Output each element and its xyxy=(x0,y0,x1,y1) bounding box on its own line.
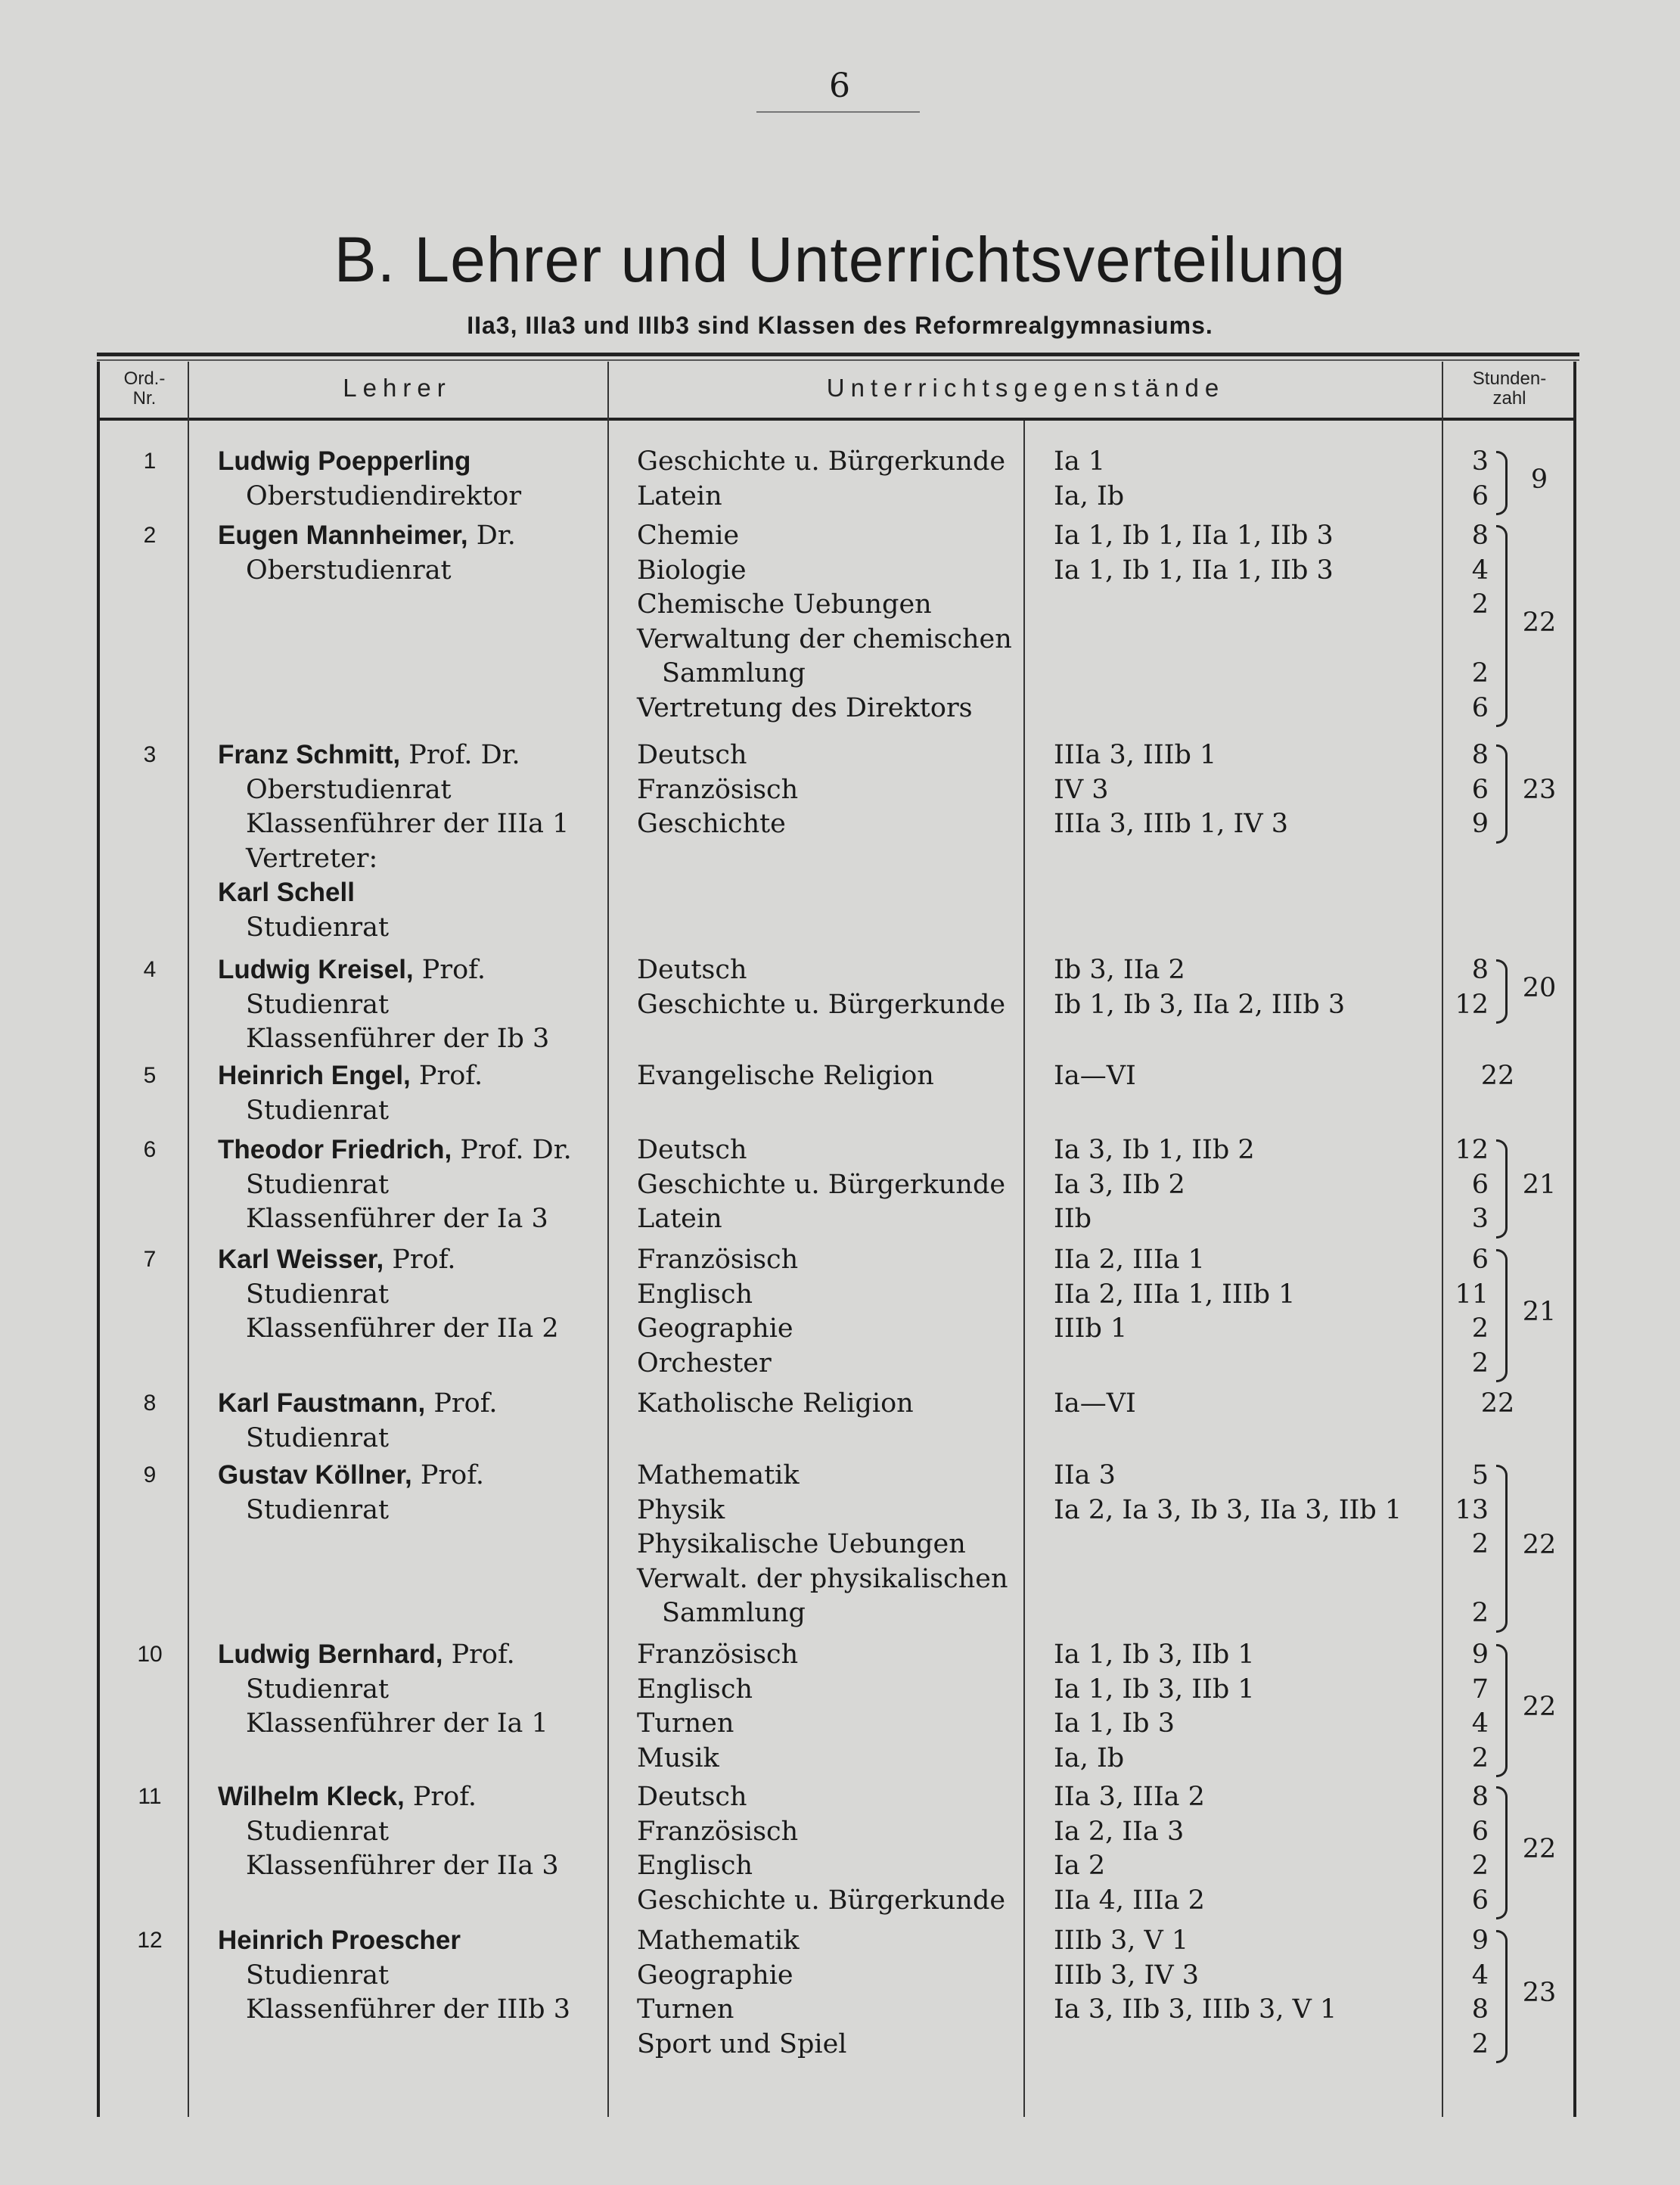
subject: Chemie xyxy=(637,521,740,551)
classes: Ia, Ib xyxy=(1054,1742,1125,1773)
teacher-role: Klassenführer der IIIb 3 xyxy=(246,1994,570,2025)
teacher-name-text: Ludwig Bernhard, xyxy=(218,1640,443,1669)
column-divider xyxy=(1023,421,1025,2117)
teacher-name xyxy=(218,1061,483,1091)
hours-brace xyxy=(1496,1139,1508,1239)
hours: 6 xyxy=(1471,692,1489,723)
subject: Geschichte xyxy=(637,809,786,839)
subject: Englisch xyxy=(637,1851,753,1881)
teacher-role: Studienrat xyxy=(246,1494,390,1525)
subject: Französisch xyxy=(637,1816,799,1847)
classes: Ia 1, Ib 1, IIa 1, IIb 3 xyxy=(1054,555,1334,586)
teacher-role: Studienrat xyxy=(246,1816,390,1847)
total-hours: 22 xyxy=(1522,1834,1557,1864)
hours: 6 xyxy=(1471,1169,1489,1200)
ord-nr: 12 xyxy=(137,1928,163,1953)
total-hours: 21 xyxy=(1522,1297,1557,1327)
subject: Geschichte u. Bürgerkunde xyxy=(637,446,1006,477)
table-top-rule-thin xyxy=(97,359,1579,361)
teacher-title: Prof. xyxy=(410,1061,483,1091)
hours: 2 xyxy=(1471,1742,1489,1773)
subject: Turnen xyxy=(637,1708,734,1739)
subject: Mathematik xyxy=(637,1460,800,1490)
subject: Geographie xyxy=(637,1313,793,1344)
classes: IIIb 1 xyxy=(1054,1313,1128,1344)
total-hours: 20 xyxy=(1522,972,1557,1003)
hours: 5 xyxy=(1471,1460,1489,1490)
total-hours: 22 xyxy=(1522,607,1557,638)
hours-brace xyxy=(1496,1786,1508,1919)
hours: 6 xyxy=(1471,1885,1489,1916)
ord-nr: 3 xyxy=(143,742,157,767)
teacher-name xyxy=(218,1245,456,1275)
teacher-role: Oberstudiendirektor xyxy=(246,480,522,511)
hours: 11 xyxy=(1455,1279,1489,1310)
teacher-title: Prof. xyxy=(404,1782,477,1812)
hours: 7 xyxy=(1471,1674,1489,1705)
classes: Ia 1, Ib 3 xyxy=(1054,1708,1175,1739)
teacher-title: Prof. xyxy=(411,1460,485,1490)
teacher-role: Oberstudienrat xyxy=(246,774,452,805)
teacher-title: Prof. xyxy=(384,1245,456,1275)
subject: Turnen xyxy=(637,1994,734,2025)
page-subtitle: IIa3, IIIa3 und IIIb3 sind Klassen des Reformrealgymnasiums. xyxy=(467,312,1213,339)
teacher-role: Klassenführer der Ia 1 xyxy=(246,1708,548,1739)
hours: 8 xyxy=(1471,521,1489,551)
subject: Chemische Uebungen xyxy=(637,589,932,620)
subject: Verwaltung der chemischen xyxy=(637,623,1012,654)
hours: 8 xyxy=(1471,740,1489,770)
hours: 2 xyxy=(1471,1529,1489,1559)
hours-brace xyxy=(1496,1465,1508,1633)
hours: 3 xyxy=(1471,446,1489,477)
teacher-name xyxy=(218,1388,498,1419)
subject: Katholische Religion xyxy=(637,1388,914,1419)
subject: Physikalische Uebungen xyxy=(637,1529,966,1559)
header-stundenzahl: Stunden- zahl xyxy=(1472,368,1547,409)
table-top-rule xyxy=(97,353,1579,356)
hours: 6 xyxy=(1471,1245,1489,1275)
classes: Ia 2, IIa 3 xyxy=(1054,1816,1185,1847)
teacher-role: Oberstudienrat xyxy=(246,555,452,586)
hours-brace xyxy=(1496,744,1508,844)
hours: 8 xyxy=(1471,1994,1489,2025)
classes: IIIb 3, IV 3 xyxy=(1054,1960,1200,1991)
hours-brace xyxy=(1496,451,1508,515)
teacher-name xyxy=(218,740,520,770)
total-hours: 9 xyxy=(1530,464,1548,495)
classes: IIa 4, IIIa 2 xyxy=(1054,1885,1205,1916)
ord-nr: 1 xyxy=(143,449,157,474)
ord-nr: 6 xyxy=(143,1137,157,1162)
classes: Ia 2 xyxy=(1054,1851,1106,1881)
total-hours: 22 xyxy=(1522,1529,1557,1560)
hours-brace xyxy=(1496,525,1508,727)
teacher-name xyxy=(218,1460,484,1490)
hours: 4 xyxy=(1471,1708,1489,1739)
header-unterrichtsgegenstaende: Unterrichtsgegenstände xyxy=(826,374,1225,402)
hours-brace xyxy=(1496,959,1508,1024)
subject: Französisch xyxy=(637,1640,799,1670)
subject: Deutsch xyxy=(637,955,747,985)
teacher-role: Studienrat xyxy=(246,1960,390,1991)
teacher-role: Studienrat xyxy=(246,1169,390,1200)
ord-nr: 4 xyxy=(143,957,157,982)
teacher-role: Vertreter: xyxy=(246,843,378,874)
subject: Musik xyxy=(637,1742,719,1773)
hours: 6 xyxy=(1471,1816,1489,1847)
table-left-border xyxy=(97,362,100,2117)
subject: Deutsch xyxy=(637,740,747,770)
teacher-name xyxy=(218,1135,572,1165)
teacher-name xyxy=(218,955,486,985)
teacher-name-text: Heinrich Engel, xyxy=(218,1061,411,1090)
hours: 8 xyxy=(1471,955,1489,985)
hours: 2 xyxy=(1471,589,1489,620)
ord-nr: 9 xyxy=(143,1462,157,1487)
teacher-name-text: Gustav Köllner, xyxy=(218,1460,412,1490)
hours: 8 xyxy=(1471,1782,1489,1812)
classes: IIa 3 xyxy=(1054,1460,1116,1490)
hours: 13 xyxy=(1455,1494,1489,1525)
subject: Geschichte u. Bürgerkunde xyxy=(637,1169,1006,1200)
teacher-name xyxy=(218,1782,477,1812)
teacher-role: Studienrat xyxy=(246,1422,390,1453)
subject: Sammlung xyxy=(662,658,806,688)
ord-nr: 8 xyxy=(143,1391,157,1416)
teacher-title: Prof. xyxy=(425,1388,498,1419)
page-title: B. Lehrer und Unterrichtsverteilung xyxy=(334,224,1346,295)
subject: Physik xyxy=(637,1494,725,1525)
classes: IIa 3, IIIa 2 xyxy=(1054,1782,1205,1812)
classes: IIIa 3, IIIb 1, IV 3 xyxy=(1054,809,1289,839)
teacher-role: Klassenführer der IIIa 1 xyxy=(246,809,570,839)
subject: Mathematik xyxy=(637,1925,800,1956)
teacher-name-text: Heinrich Proescher xyxy=(218,1925,461,1955)
total-hours: 23 xyxy=(1522,1978,1557,2008)
teacher-name-text: Karl Faustmann, xyxy=(218,1388,426,1418)
classes: IIIa 3, IIIb 1 xyxy=(1054,740,1217,770)
representative-role: Studienrat xyxy=(246,912,390,943)
hours: 9 xyxy=(1471,1925,1489,1956)
hours: 9 xyxy=(1471,809,1489,839)
classes: IIIb 3, V 1 xyxy=(1054,1925,1189,1956)
hours: 12 xyxy=(1455,1135,1489,1165)
hours: 12 xyxy=(1455,989,1489,1020)
classes: Ia 3, IIb 3, IIIb 3, V 1 xyxy=(1054,1994,1337,2025)
classes: IIa 2, IIIa 1, IIIb 1 xyxy=(1054,1279,1296,1310)
subject: Evangelische Religion xyxy=(637,1061,934,1091)
subject: Vertretung des Direktors xyxy=(637,692,973,723)
hours: 2 xyxy=(1471,1313,1489,1344)
column-divider xyxy=(188,362,189,2117)
classes: Ia 1 xyxy=(1054,446,1106,477)
teacher-name-text: Theodor Friedrich, xyxy=(218,1135,452,1164)
hours: 6 xyxy=(1471,480,1489,511)
subject: Latein xyxy=(637,1204,722,1234)
hours: 2 xyxy=(1471,1851,1489,1881)
page-number-rule xyxy=(756,111,920,113)
teacher-name-text: Franz Schmitt, xyxy=(218,740,401,769)
teacher-name xyxy=(218,446,470,477)
subject: Biologie xyxy=(637,555,747,586)
page-number: 6 xyxy=(829,67,850,105)
table-right-border xyxy=(1573,362,1576,2117)
teacher-name-text: Eugen Mannheimer, xyxy=(218,521,468,550)
teacher-role: Studienrat xyxy=(246,1674,390,1705)
teacher-role: Klassenführer der Ib 3 xyxy=(246,1024,550,1054)
teacher-title: Prof. Dr. xyxy=(400,740,520,770)
hours: 9 xyxy=(1471,1640,1489,1670)
classes: IV 3 xyxy=(1054,774,1109,805)
hours: 3 xyxy=(1471,1204,1489,1234)
classes: Ia 3, Ib 1, IIb 2 xyxy=(1054,1135,1255,1165)
ord-nr: 2 xyxy=(143,523,157,548)
total-hours: 21 xyxy=(1522,1170,1557,1201)
classes: Ia 1, Ib 3, IIb 1 xyxy=(1054,1640,1255,1670)
hours: 2 xyxy=(1471,1347,1489,1378)
subject: Französisch xyxy=(637,1245,799,1275)
teacher-role: Studienrat xyxy=(246,1095,390,1126)
teacher-name-text: Ludwig Kreisel, xyxy=(218,955,414,984)
classes: Ib 1, Ib 3, IIa 2, IIIb 3 xyxy=(1054,989,1346,1020)
hours-brace xyxy=(1496,1249,1508,1382)
teacher-name xyxy=(218,1640,515,1670)
total-hours: 22 xyxy=(1522,1692,1557,1722)
classes: IIb xyxy=(1054,1204,1092,1234)
subject: Englisch xyxy=(637,1279,753,1310)
total-hours: 23 xyxy=(1522,775,1557,806)
classes: Ia—VI xyxy=(1054,1061,1136,1091)
hours-brace xyxy=(1496,1930,1508,2063)
header-lehrer: Lehrer xyxy=(343,374,452,402)
classes: Ia 1, Ib 3, IIb 1 xyxy=(1054,1674,1255,1705)
teacher-role: Studienrat xyxy=(246,1279,390,1310)
subject: Orchester xyxy=(637,1347,772,1378)
teacher-title: Dr. xyxy=(467,521,516,551)
subject: Sammlung xyxy=(662,1598,806,1628)
subject: Geschichte u. Bürgerkunde xyxy=(637,1885,1006,1916)
classes: Ia 3, IIb 2 xyxy=(1054,1169,1185,1200)
teacher-name-text: Ludwig Poepperling xyxy=(218,446,471,476)
ord-nr: 10 xyxy=(137,1642,163,1667)
teacher-title: Prof. xyxy=(413,955,486,985)
subject: Deutsch xyxy=(637,1135,747,1165)
ord-nr: 11 xyxy=(138,1784,162,1809)
subject: Verwalt. der physikalischen xyxy=(637,1563,1008,1594)
representative-name: Karl Schell xyxy=(218,878,355,907)
subject: Geschichte u. Bürgerkunde xyxy=(637,989,1006,1020)
classes: Ia—VI xyxy=(1054,1388,1136,1419)
classes: Ia, Ib xyxy=(1054,480,1125,511)
total-hours: 22 xyxy=(1480,1388,1515,1419)
ord-nr: 5 xyxy=(143,1063,157,1088)
teacher-role: Klassenführer der IIa 2 xyxy=(246,1313,559,1344)
subject: Sport und Spiel xyxy=(637,2028,847,2059)
classes: IIa 2, IIIa 1 xyxy=(1054,1245,1205,1275)
teacher-role: Klassenführer der IIa 3 xyxy=(246,1851,559,1881)
teacher-title: Prof. Dr. xyxy=(452,1135,572,1165)
header-ord-nr: Ord.- Nr. xyxy=(123,368,166,409)
teacher-name-text: Wilhelm Kleck, xyxy=(218,1782,405,1811)
teacher-name xyxy=(218,521,516,551)
hours: 4 xyxy=(1471,555,1489,586)
total-hours: 22 xyxy=(1480,1061,1515,1091)
subject: Deutsch xyxy=(637,1782,747,1812)
teacher-name xyxy=(218,1925,461,1956)
subject: Latein xyxy=(637,480,722,511)
column-divider xyxy=(607,362,609,2117)
ord-nr: 7 xyxy=(143,1247,157,1272)
teacher-name-text: Karl Weisser, xyxy=(218,1245,384,1274)
teacher-role: Studienrat xyxy=(246,989,390,1020)
teacher-role: Klassenführer der Ia 3 xyxy=(246,1204,548,1234)
hours: 2 xyxy=(1471,1598,1489,1628)
classes: Ib 3, IIa 2 xyxy=(1054,955,1185,985)
hours: 6 xyxy=(1471,774,1489,805)
hours: 4 xyxy=(1471,1960,1489,1991)
classes: Ia 1, Ib 1, IIa 1, IIb 3 xyxy=(1054,521,1334,551)
subject: Englisch xyxy=(637,1674,753,1705)
subject: Geographie xyxy=(637,1960,793,1991)
hours-brace xyxy=(1496,1644,1508,1777)
hours: 2 xyxy=(1471,2028,1489,2059)
subject: Französisch xyxy=(637,774,799,805)
classes: Ia 2, Ia 3, Ib 3, IIa 3, IIb 1 xyxy=(1054,1494,1402,1525)
table-header-rule xyxy=(97,418,1576,421)
hours: 2 xyxy=(1471,658,1489,688)
teacher-title: Prof. xyxy=(443,1640,515,1670)
